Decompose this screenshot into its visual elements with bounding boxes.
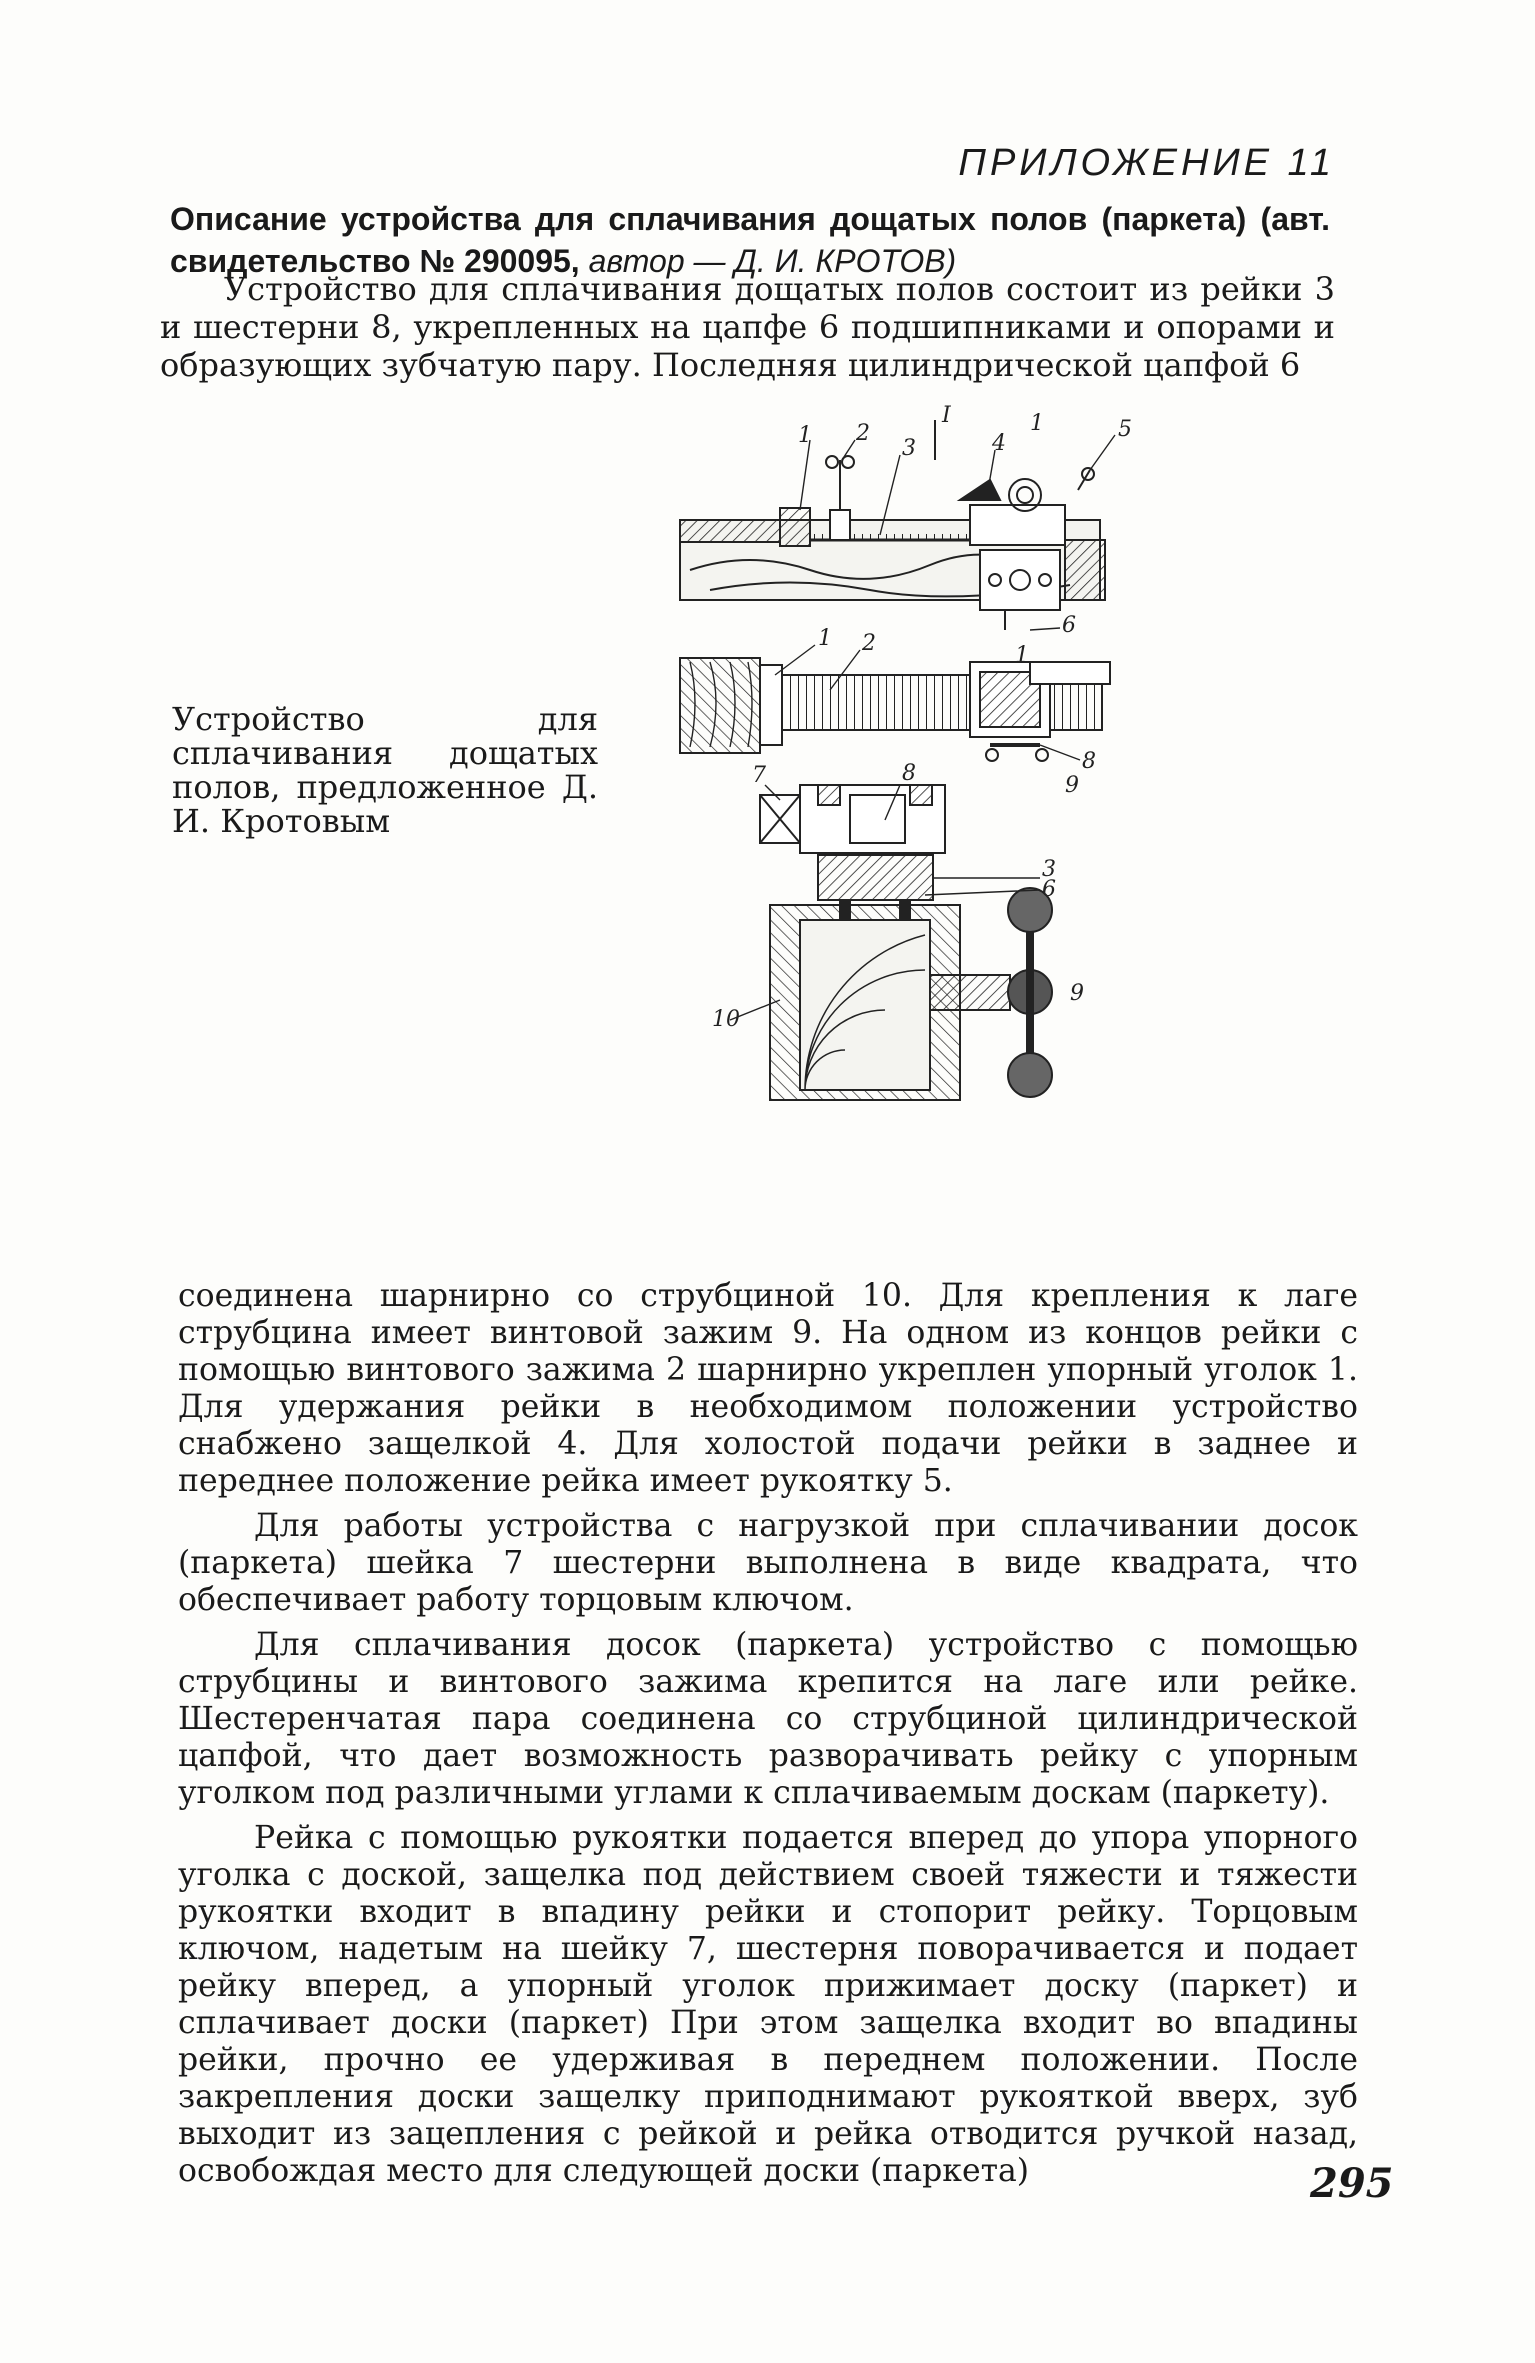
label-8-section: 8 <box>902 761 916 786</box>
label-9-plan: 9 <box>1065 773 1079 798</box>
paragraph-4: Рейка с помощью рукоятки подается вперед до упора упорного уголка с доской, защелка под действием своей тяжести и тяжести рукоятки входит в впадину рейки и стопорит рейку. Торцовым ключом, надетым на шейку 7, шестерня поворачивается и подает рейку вперед, а упорный уголок прижимает доску (паркет) и сплачивает доски (паркет) При этом защелка входит во впадины рейки, прочно ее удерживая в переднем положении. После закрепления доски защелку приподнимают рукояткой вверх, зуб выходит из зацепления с рейкой и рейка отводится ручкой назад, освобождая место для следующей доски (паркета) <box>178 1820 1358 2189</box>
label-1-section: 1 <box>1030 411 1044 436</box>
device-drawing <box>670 400 1270 1190</box>
paragraph-3: Для сплачивания досок (паркета) устройство с помощью струбцины и винтового зажима крепится на лаге или рейке. Шестеренчатая пара соединена со струбциной цилиндрической цапфой, что дает возможность разворачивать рейку с упорным уголком под различными углами к сплачиваемым доскам (паркету). <box>178 1627 1358 1811</box>
label-1-plan: 1 <box>818 626 832 651</box>
side-view <box>680 456 1105 630</box>
paragraph-2: Для работы устройства с нагрузкой при сплачивании досок (паркета) шейка 7 шестерни выполнена в виде квадрата, что обеспечивает работу торцовым ключом. <box>178 1508 1358 1618</box>
label-2-plan: 2 <box>862 631 876 656</box>
label-I: I <box>942 403 951 428</box>
label-5: 5 <box>1118 417 1132 442</box>
figure-caption: Устройство для сплачивания дощатых полов, предложенное Д. И. Кротовым <box>172 700 598 840</box>
label-6-section: 6 <box>1042 877 1056 902</box>
label-7: 7 <box>752 763 766 788</box>
label-9-section: 9 <box>1070 981 1084 1006</box>
appendix-heading: ПРИЛОЖЕНИЕ 11 <box>958 142 1335 184</box>
page-number: 295 <box>1310 2160 1394 2207</box>
label-2-top: 2 <box>856 421 870 446</box>
intro-paragraph: Устройство для сплачивания дощатых полов состоит из рейки 3 и шестерни 8, укрепленных на цапфе 6 подшипниками и опорами и образующих зубчатую пару. Последняя цилиндрической цапфой 6 <box>160 270 1335 384</box>
body-text <box>178 1278 1358 2198</box>
label-8-plan: 8 <box>1082 749 1096 774</box>
label-3-top: 3 <box>902 436 916 461</box>
label-10: 10 <box>712 1007 740 1032</box>
label-4: 4 <box>992 431 1006 456</box>
label-1-top: 1 <box>798 423 812 448</box>
section-view <box>760 785 1052 1100</box>
label-1-section-bottom: 1 <box>1015 643 1029 668</box>
title-author: автор — Д. И. КРОТОВ) <box>579 243 957 279</box>
plan-view <box>680 658 1110 761</box>
paragraph-1: соединена шарнирно со струбциной 10. Для крепления к лаге струбцина имеет винтовой зажим 9. На одном из концов рейки с помощью винтового зажима 2 шарнирно укреплен упорный уголок 1. Для удержания рейки в необходимом положении устройство снабжено защелкой 4. Для холостой подачи рейки в заднее и переднее положение рейка имеет рукоятку 5. <box>178 1278 1358 1499</box>
label-3-section: 3 <box>1042 857 1056 882</box>
label-6-top: 6 <box>1062 613 1076 638</box>
title-bold: Описание устройства для сплачивания дощатых полов (паркета) (авт. свидетельство № 290095, <box>170 201 1330 279</box>
